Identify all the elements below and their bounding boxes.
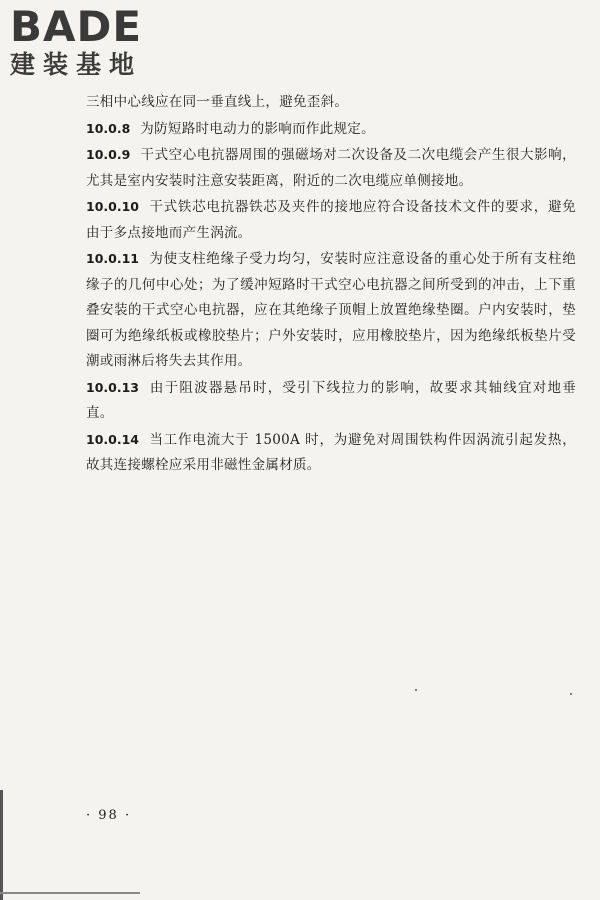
scan-bottom-edge xyxy=(0,892,140,894)
scan-speck xyxy=(570,693,572,695)
document-body xyxy=(86,90,576,479)
clause-number: 10.0.13 xyxy=(86,379,139,395)
paragraph-text: 三相中心线应在同一垂直线上，避免歪斜。 xyxy=(86,94,349,110)
logo-subtitle: 建装基地 xyxy=(10,50,143,79)
clause-10-0-10 xyxy=(86,194,576,246)
clause-10-0-14 xyxy=(86,427,576,479)
page-number: · 98 · xyxy=(86,808,132,823)
clause-text: 干式铁芯电抗器铁芯及夹件的接地应符合设备技术文件的要求，避免由于多点接地而产生涡流。 xyxy=(86,199,576,241)
bade-logo xyxy=(10,4,185,80)
clause-10-0-13 xyxy=(86,375,576,427)
clause-number: 10.0.14 xyxy=(86,431,139,447)
scan-edge-shadow xyxy=(0,790,3,900)
clause-number: 10.0.9 xyxy=(86,147,131,162)
clause-number: 10.0.10 xyxy=(86,199,139,214)
clause-text: 干式空心电抗器周围的强磁场对二次设备及二次电缆会产生很大影响，尤其是室内安装时注意安装距离，附近的二次电缆应单侧接地。 xyxy=(86,147,576,189)
clause-10-0-11 xyxy=(86,246,576,375)
scan-speck xyxy=(415,689,417,691)
logo-wordmark: BADE xyxy=(10,2,143,51)
clause-text: 为使支柱绝缘子受力均匀，安装时应注意设备的重心处于所有支柱绝缘子的几何中心处；为了缓冲短路时干式空心电抗器之间所受到的冲击，上下重叠安装的干式空心电抗器，应在其绝缘子顶帽上放置绝缘垫圈。户内安装时，垫圈可为绝缘纸板或橡胶垫片；户外安装时，应用橡胶垫片，因为绝缘纸板垫片受潮或雨淋后将失去其作用。 xyxy=(86,251,576,369)
clause-text: 由于阻波器悬吊时，受引下线拉力的影响，故要求其轴线宜对地垂直。 xyxy=(86,379,576,421)
paragraph-continuation xyxy=(86,90,576,116)
clause-10-0-8 xyxy=(86,116,576,143)
clause-number: 10.0.8 xyxy=(86,120,131,136)
clause-text: 为防短路时电动力的影响而作此规定。 xyxy=(140,120,375,137)
clause-number: 10.0.11 xyxy=(86,251,139,266)
clause-text: 当工作电流大于 1500A 时，为避免对周围铁构件因涡流引起发热，故其连接螺栓应采用非磁性金属材质。 xyxy=(86,431,576,473)
clause-10-0-9 xyxy=(86,142,576,194)
